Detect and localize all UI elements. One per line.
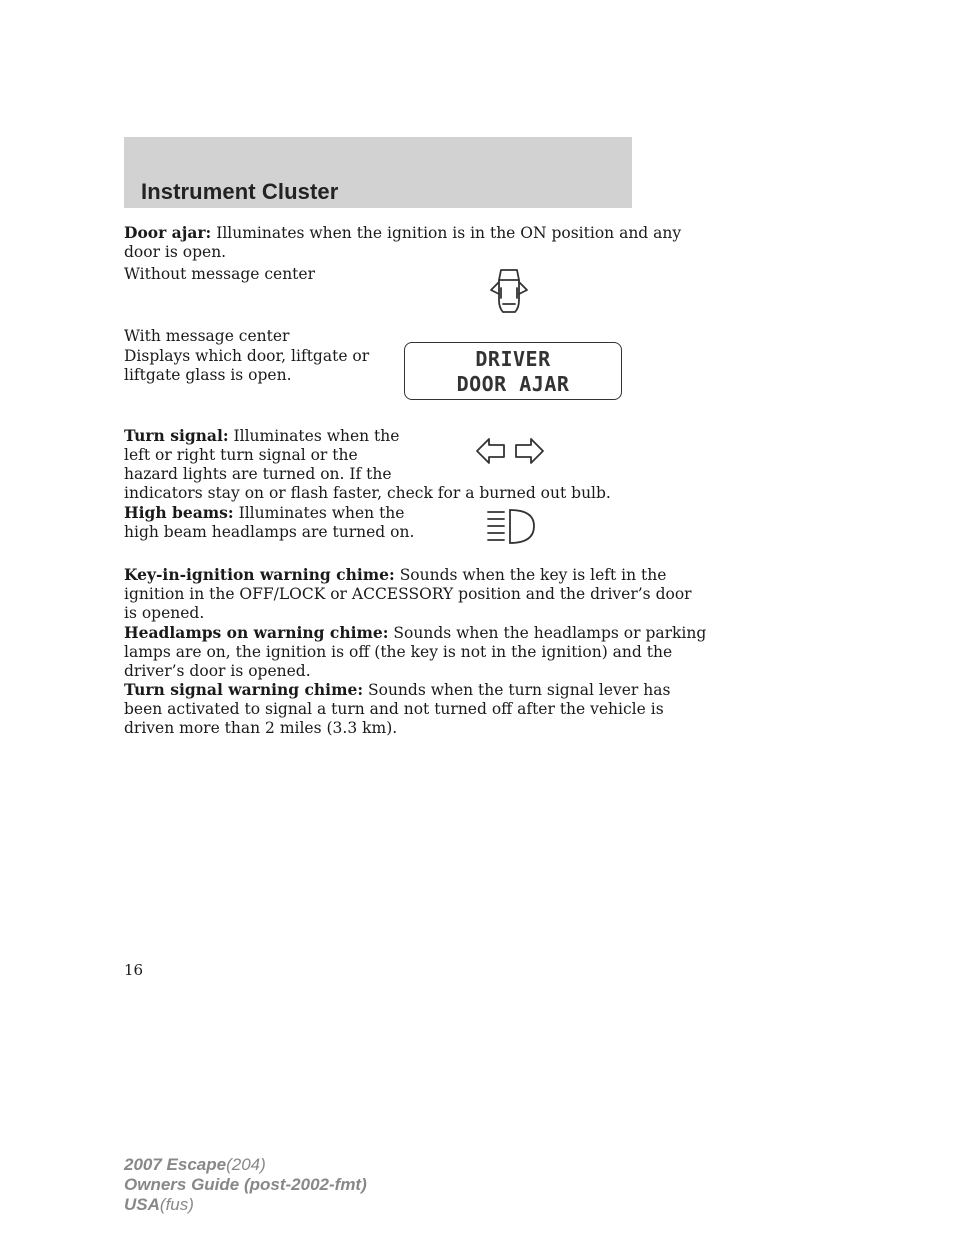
turn-signal-arrows-icon	[474, 434, 546, 468]
headlamps-chime-term: Headlamps on warning chime:	[124, 623, 389, 642]
message-center-display	[404, 342, 622, 400]
headlamps-chime-paragraph: Headlamps on warning chime: Sounds when the headlamps or parking lamps are on, the ignition is off (the key is not in the ignition) and the driver’s door is opened.	[124, 623, 707, 680]
without-message-center-label: Without message center	[124, 265, 315, 283]
turn-signal-term: Turn signal:	[124, 426, 229, 445]
high-beam-icon	[486, 507, 538, 547]
with-message-center-label: With message center	[124, 327, 290, 345]
turn-chime-term: Turn signal warning chime:	[124, 680, 364, 699]
section-header-bar	[124, 137, 632, 208]
door-ajar-icon	[486, 266, 532, 318]
key-chime-paragraph: Key-in-ignition warning chime: Sounds when the key is left in the ignition in the OFF/LOCK or ACCESSORY position and the driver’s door is opened.	[124, 565, 692, 622]
high-beams-paragraph: High beams: Illuminates when the high beam headlamps are turned on.	[124, 503, 415, 541]
key-chime-term: Key-in-ignition warning chime:	[124, 565, 395, 584]
turn-chime-paragraph: Turn signal warning chime: Sounds when the turn signal lever has been activated to signal a turn and not turned off after the vehicle is driven more than 2 miles (3.3 km).	[124, 680, 671, 737]
door-ajar-paragraph: Door ajar: Illuminates when the ignition is in the ON position and any door is open.	[124, 223, 682, 261]
section-title: Instrument Cluster	[141, 179, 339, 204]
message-line-2: DOOR AJAR	[456, 372, 570, 396]
door-ajar-term: Door ajar:	[124, 223, 212, 242]
page-number: 16	[124, 961, 144, 979]
high-beams-term: High beams:	[124, 503, 234, 522]
displays-door-paragraph: Displays which door, liftgate or liftgate glass is open.	[124, 347, 370, 384]
turn-signal-paragraph: Turn signal: Illuminates when the left or right turn signal or the hazard lights are turned on. If the indicators stay on or flash faster, check for a burned out bulb.	[124, 426, 611, 502]
footer: 2007 Escape(204) Owners Guide (post-2002-fmt) USA(fus)	[124, 1155, 367, 1214]
message-line-1: DRIVER	[475, 347, 551, 371]
